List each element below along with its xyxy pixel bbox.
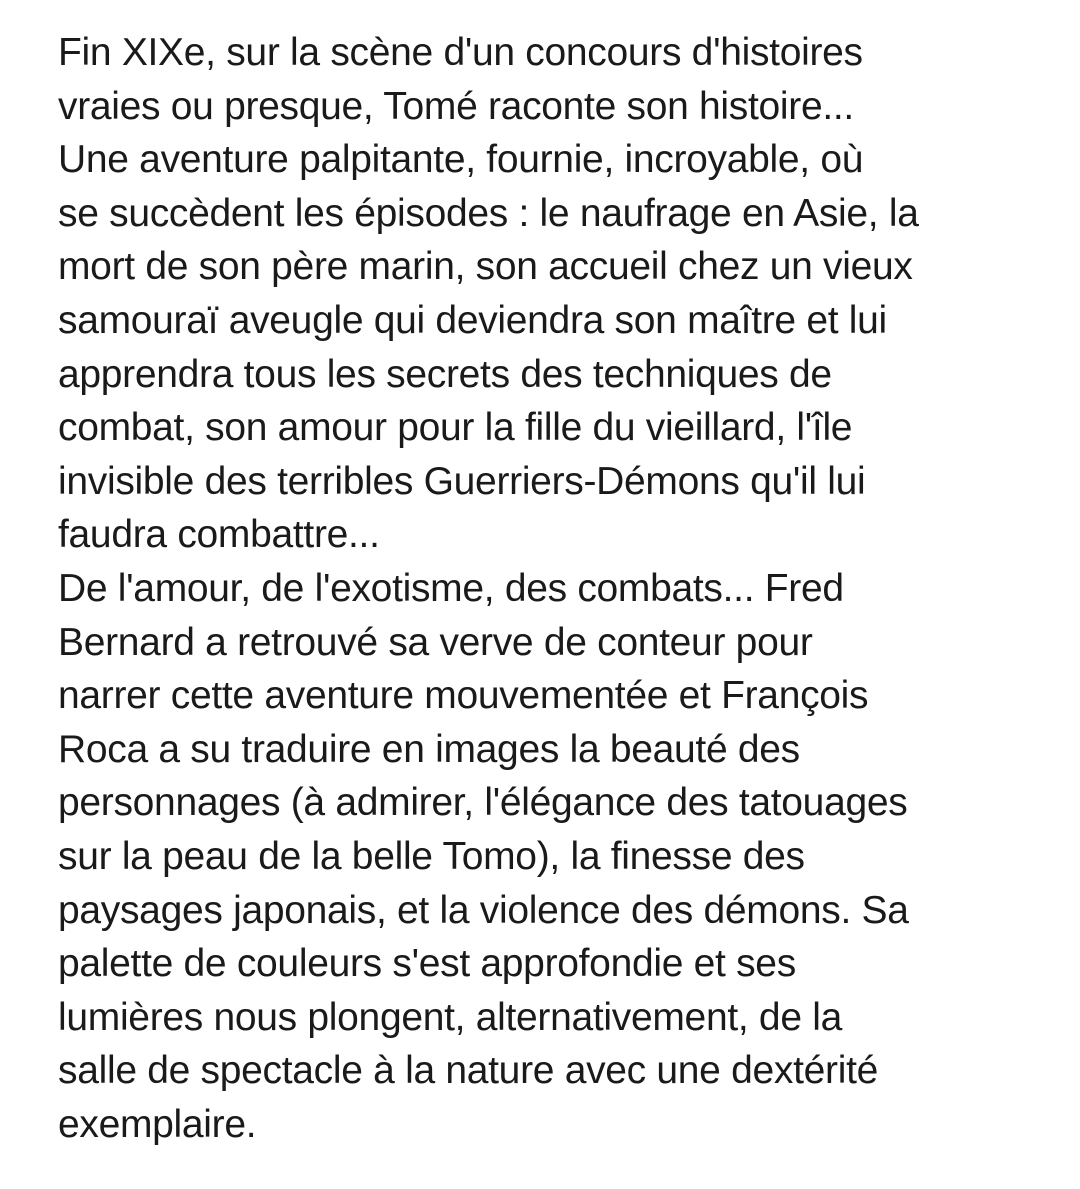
text-line: Fin XIXe, sur la scène d'un concours d'histoires [58, 31, 863, 74]
text-line: palette de couleurs s'est approfondie et ses [58, 942, 796, 986]
text-line: paysages japonais, et la violence des démons. Sa [58, 888, 909, 932]
text-line: exemplaire. [58, 1102, 257, 1146]
text-line: salle de spectacle à la nature avec une dextérité [58, 1049, 878, 1093]
text-line: Bernard a retrouvé sa verve de conteur pour [58, 620, 813, 664]
text-line: narrer cette aventure mouvementée et François [58, 674, 869, 718]
text-line: samouraï aveugle qui deviendra son maître et lui [58, 298, 887, 342]
text-line: faudra combattre... [58, 513, 380, 557]
text-line: De l'amour, de l'exotisme, des combats... Fred [58, 566, 844, 610]
text-line: personnages (à admirer, l'élégance des tatouages [58, 781, 908, 825]
text-line: Roca a su traduire en images la beauté des [58, 727, 800, 771]
text-line: mort de son père marin, son accueil chez un vieux [58, 245, 913, 289]
text-line: invisible des terribles Guerriers-Démons qu'il lui [58, 459, 866, 503]
book-description-text [58, 26, 1068, 1151]
text-line: lumières nous plongent, alternativement, de la [58, 995, 843, 1039]
text-line: vraies ou presque, Tomé raconte son histoire... [58, 84, 854, 128]
text-line: apprendra tous les secrets des techniques de [58, 352, 832, 396]
text-line: Une aventure palpitante, fournie, incroyable, où [58, 138, 864, 182]
text-line: se succèdent les épisodes : le naufrage en Asie, la [58, 191, 919, 235]
text-line: combat, son amour pour la fille du vieillard, l'île [58, 406, 853, 450]
text-line: sur la peau de la belle Tomo), la finesse des [58, 834, 805, 878]
